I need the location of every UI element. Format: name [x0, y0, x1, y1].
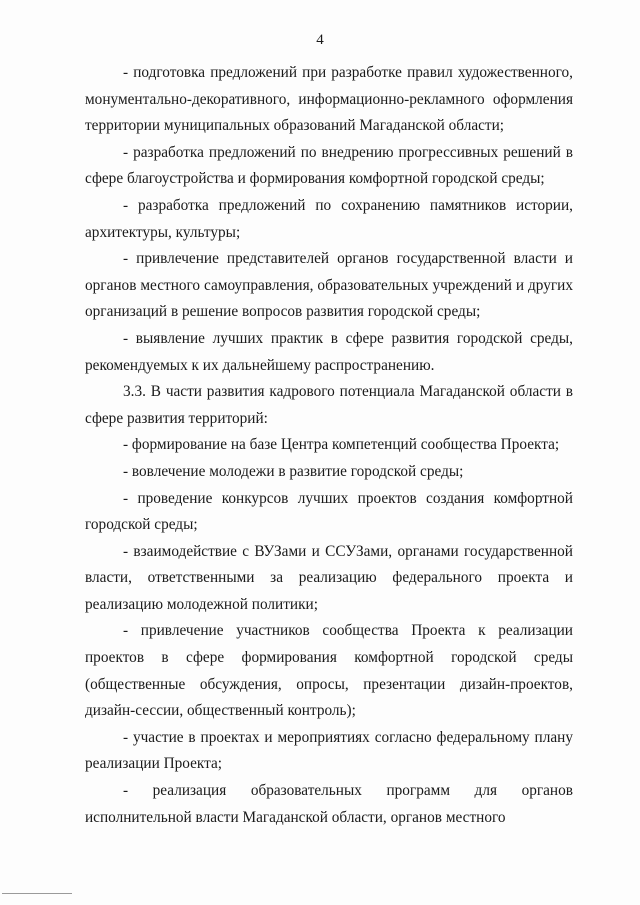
document-body — [85, 60, 573, 831]
paragraph: - подготовка предложений при разработке правил художественного, монументально-декоративного, информационно-рекламного оформления территории муниципальных образований Магаданской области; — [85, 64, 573, 135]
paragraph: - проведение конкурсов лучших проектов создания комфортной городской среды; — [85, 489, 573, 534]
paragraph: - формирование на базе Центра компетенций сообщества Проекта; — [123, 436, 560, 454]
paragraph: - участие в проектах и мероприятиях согласно федеральному плану реализации Проекта; — [85, 728, 573, 773]
paragraph: - взаимодействие с ВУЗами и ССУЗами, органами государственной власти, ответственными за реализацию федерального проекта и реализацию молодежной политики; — [85, 542, 573, 613]
paragraph: - привлечение представителей органов государственной власти и органов местного самоуправления, образовательных учреждений и других организаций в решение вопросов развития городской среды; — [85, 250, 573, 321]
scan-edge-line — [2, 893, 72, 894]
paragraph: - выявление лучших практик в сфере развития городской среды, рекомендуемых к их дальнейшему распространению. — [85, 329, 573, 374]
paragraph: - реализация образовательных программ для органов исполнительной власти Магаданской области, органов местного — [85, 782, 573, 826]
paragraph: 3.3. В части развития кадрового потенциала Магаданской области в сфере развития территорий: — [85, 383, 573, 427]
page-number: 4 — [316, 32, 324, 48]
paragraph: - вовлечение молодежи в развитие городской среды; — [123, 462, 464, 480]
paragraph: - привлечение участников сообщества Проекта к реализации проектов в сфере формирования комфортной городской среды (общественные обсуждения, опросы, презентации дизайн-проектов, дизайн-сессии, общественный контроль); — [85, 622, 573, 720]
paragraph: - разработка предложений по сохранению памятников истории, архитектуры, культуры; — [85, 196, 573, 241]
paragraph: - разработка предложений по внедрению прогрессивных решений в сфере благоустройства и формирования комфортной городской среды; — [85, 143, 573, 188]
